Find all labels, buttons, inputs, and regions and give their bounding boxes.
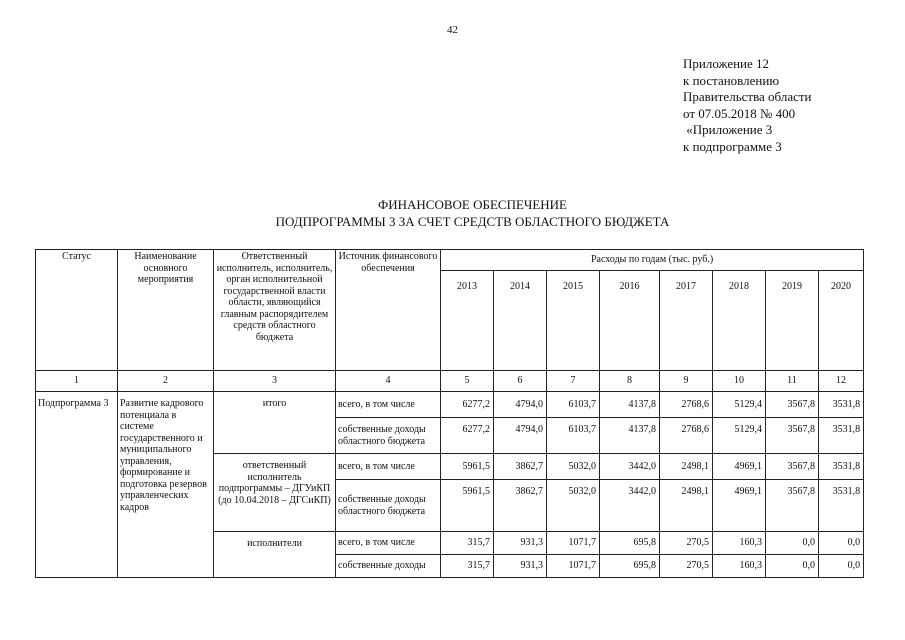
value-cell: 1071,7 bbox=[547, 555, 600, 578]
value-cell: 1071,7 bbox=[547, 532, 600, 555]
value-cell: 0,0 bbox=[819, 532, 864, 555]
value-cell: 6103,7 bbox=[547, 418, 600, 454]
value-cell: 3531,8 bbox=[819, 392, 864, 418]
document-title bbox=[0, 196, 905, 230]
annex-line: Приложение 12 bbox=[683, 56, 770, 71]
index-cell: 12 bbox=[819, 371, 864, 392]
executor-cell: итого bbox=[214, 392, 336, 454]
header-status: Статус bbox=[36, 250, 118, 371]
index-cell: 1 bbox=[36, 371, 118, 392]
value-cell: 695,8 bbox=[600, 555, 660, 578]
index-row bbox=[36, 371, 864, 392]
finance-table bbox=[35, 249, 864, 578]
header-year: 2020 bbox=[819, 271, 864, 371]
value-cell: 160,3 bbox=[713, 532, 766, 555]
value-cell: 2768,6 bbox=[660, 392, 713, 418]
executor-cell: исполнители bbox=[214, 532, 336, 578]
value-cell: 3531,8 bbox=[819, 418, 864, 454]
source-cell: всего, в том числе bbox=[336, 532, 441, 555]
status-cell: Подпрограмма 3 bbox=[36, 392, 118, 578]
value-cell: 3862,7 bbox=[494, 480, 547, 532]
value-cell: 270,5 bbox=[660, 555, 713, 578]
page-number: 42 bbox=[447, 24, 458, 36]
value-cell: 931,3 bbox=[494, 532, 547, 555]
value-cell: 5129,4 bbox=[713, 418, 766, 454]
index-cell: 10 bbox=[713, 371, 766, 392]
value-cell: 315,7 bbox=[441, 555, 494, 578]
value-cell: 3862,7 bbox=[494, 454, 547, 480]
index-cell: 4 bbox=[336, 371, 441, 392]
header-expenses: Расходы по годам (тыс. руб.) bbox=[441, 250, 864, 271]
value-cell: 2498,1 bbox=[660, 454, 713, 480]
source-cell: собственные доходы областного бюджета bbox=[336, 480, 441, 532]
index-cell: 5 bbox=[441, 371, 494, 392]
source-cell: собственные доходы bbox=[336, 555, 441, 578]
title-line-1: ФИНАНСОВОЕ ОБЕСПЕЧЕНИЕ bbox=[377, 197, 568, 212]
header-year: 2017 bbox=[660, 271, 713, 371]
value-cell: 315,7 bbox=[441, 532, 494, 555]
index-cell: 9 bbox=[660, 371, 713, 392]
annex-line: от 07.05.2018 № 400 bbox=[683, 105, 796, 121]
value-cell: 4137,8 bbox=[600, 392, 660, 418]
value-cell: 695,8 bbox=[600, 532, 660, 555]
index-cell: 6 bbox=[494, 371, 547, 392]
value-cell: 3567,8 bbox=[766, 480, 819, 532]
value-cell: 3567,8 bbox=[766, 454, 819, 480]
header-source: Источник финансового обеспечения bbox=[336, 250, 441, 371]
value-cell: 4969,1 bbox=[713, 480, 766, 532]
index-cell: 8 bbox=[600, 371, 660, 392]
value-cell: 2498,1 bbox=[660, 480, 713, 532]
measure-cell: Развитие кадрового потенциала в системе государственного и муниципального управления, формирование и подготовка резервов управленческих кадров bbox=[118, 392, 214, 578]
value-cell: 4794,0 bbox=[494, 392, 547, 418]
header-year: 2014 bbox=[494, 271, 547, 371]
header-year: 2013 bbox=[441, 271, 494, 371]
header-name: Наименование основного мероприятия bbox=[118, 250, 214, 371]
value-cell: 3567,8 bbox=[766, 392, 819, 418]
value-cell: 3531,8 bbox=[819, 454, 864, 480]
value-cell: 4137,8 bbox=[600, 418, 660, 454]
header-year: 2016 bbox=[600, 271, 660, 371]
table-row bbox=[36, 392, 864, 418]
index-cell: 11 bbox=[766, 371, 819, 392]
value-cell: 4794,0 bbox=[494, 418, 547, 454]
source-cell: всего, в том числе bbox=[336, 454, 441, 480]
value-cell: 3442,0 bbox=[600, 480, 660, 532]
header-year: 2018 bbox=[713, 271, 766, 371]
annex-line: к постановлению bbox=[683, 72, 780, 88]
title-line-2: ПОДПРОГРАММЫ 3 ЗА СЧЕТ СРЕДСТВ ОБЛАСТНОГО БЮДЖЕТА bbox=[275, 214, 670, 229]
value-cell: 5961,5 bbox=[441, 454, 494, 480]
index-cell: 2 bbox=[118, 371, 214, 392]
source-cell: собственные доходы областного бюджета bbox=[336, 418, 441, 454]
index-cell: 7 bbox=[547, 371, 600, 392]
value-cell: 931,3 bbox=[494, 555, 547, 578]
header-responsible: Ответственный исполнитель, исполнитель, орган исполнительной государственной власти области, являющийся главным распорядителем средств областного бюджета bbox=[214, 250, 336, 371]
header-year: 2019 bbox=[766, 271, 819, 371]
value-cell: 6277,2 bbox=[441, 392, 494, 418]
value-cell: 0,0 bbox=[819, 555, 864, 578]
value-cell: 3442,0 bbox=[600, 454, 660, 480]
value-cell: 3531,8 bbox=[819, 480, 864, 532]
value-cell: 5032,0 bbox=[547, 454, 600, 480]
source-cell: всего, в том числе bbox=[336, 392, 441, 418]
annex-line: Правительства области bbox=[683, 89, 812, 104]
executor-cell: ответственный исполнитель подпрограммы – ДГУиКП (до 10.04.2018 – ДГСиКП) bbox=[214, 454, 336, 532]
value-cell: 160,3 bbox=[713, 555, 766, 578]
value-cell: 5961,5 bbox=[441, 480, 494, 532]
value-cell: 6103,7 bbox=[547, 392, 600, 418]
annex-line: к подпрограмме 3 bbox=[683, 138, 782, 154]
value-cell: 4969,1 bbox=[713, 454, 766, 480]
index-cell: 3 bbox=[214, 371, 336, 392]
annex-line: «Приложение 3 bbox=[683, 122, 773, 137]
value-cell: 5032,0 bbox=[547, 480, 600, 532]
value-cell: 270,5 bbox=[660, 532, 713, 555]
value-cell: 2768,6 bbox=[660, 418, 713, 454]
annex-block bbox=[683, 56, 812, 155]
value-cell: 3567,8 bbox=[766, 418, 819, 454]
value-cell: 5129,4 bbox=[713, 392, 766, 418]
value-cell: 6277,2 bbox=[441, 418, 494, 454]
value-cell: 0,0 bbox=[766, 532, 819, 555]
value-cell: 0,0 bbox=[766, 555, 819, 578]
header-year: 2015 bbox=[547, 271, 600, 371]
